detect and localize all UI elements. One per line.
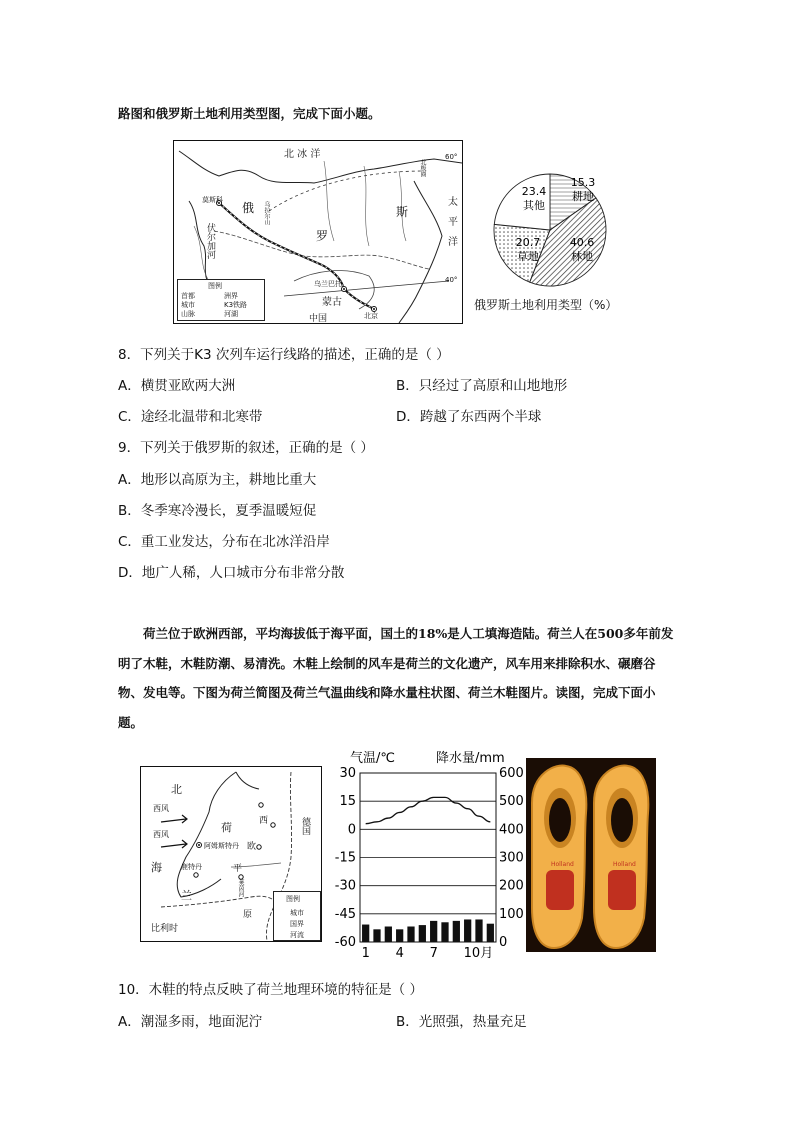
q8-stem: 8．下列关于K3 次列车运行线路的描述，正确的是（ ） <box>118 347 450 363</box>
wooden-shoes-image <box>526 758 656 952</box>
arctic-circle-label: 北极圈 <box>419 159 426 177</box>
precipitation-bar <box>362 925 369 942</box>
precipitation-bar <box>487 924 494 942</box>
pie-label-grassland: 草地 <box>517 250 539 263</box>
climate-left-tick: 30 <box>339 766 356 781</box>
q10-option-b[interactable]: B．光照强，热量充足 <box>396 1014 527 1030</box>
right-shoe-text: Holland <box>613 861 636 868</box>
climate-x-tick: 4 <box>395 946 404 961</box>
precipitation-bar <box>464 919 471 942</box>
legend-city: 城市 <box>181 301 195 309</box>
volga-label: 伏尔加河 <box>205 223 215 259</box>
mongolia-label: 蒙古 <box>322 297 342 308</box>
pie-svg <box>480 160 620 300</box>
climate-chart <box>330 745 530 963</box>
climate-right-tick: 400 <box>499 822 524 838</box>
q10-stem: 10．木鞋的特点反映了荷兰地理环境的特征是（ ） <box>118 982 423 998</box>
precipitation-bar <box>453 921 460 942</box>
climate-left-tick: -60 <box>334 935 356 950</box>
rotterdam-label: 鹿特丹 <box>181 863 202 871</box>
nl-map-legend <box>273 891 321 941</box>
lat-60-label: 60° <box>445 153 458 161</box>
climate-left-tick: 0 <box>347 822 356 838</box>
nl-north-label: 北 <box>171 783 182 796</box>
nl-lan-label: 兰 <box>181 889 192 902</box>
russia-label-2: 罗 <box>316 229 329 243</box>
right-shoe <box>594 765 648 948</box>
pie-value-forest: 40.6 <box>569 236 595 249</box>
russia-label-1: 俄 <box>242 201 255 215</box>
china-label: 中国 <box>309 314 328 324</box>
legend-k3-rail: K3铁路 <box>224 301 248 309</box>
nl-ou-label: 欧 <box>247 842 257 852</box>
q8-option-d[interactable]: D．跨越了东西两个半球 <box>396 409 542 425</box>
nl-legend-city: 城市 <box>290 909 304 917</box>
nl-xi-label: 西 <box>259 816 269 826</box>
precipitation-bar <box>407 927 414 942</box>
westerly-label-1: 西风 <box>153 804 169 813</box>
precipitation-bar <box>396 929 403 942</box>
intro-text: 路图和俄罗斯土地利用类型图，完成下面小题。 <box>118 106 381 121</box>
climate-left-tick: 15 <box>339 794 356 810</box>
nl-yuan-label: 原 <box>243 910 253 920</box>
left-shoe-text: Holland <box>551 861 574 868</box>
q8-option-b[interactable]: B．只经过了高原和山地地形 <box>396 378 568 394</box>
climate-left-tick: -15 <box>334 850 356 866</box>
russia-map <box>173 140 463 324</box>
russia-map-legend <box>177 279 265 321</box>
moscow-label: 莫斯科 <box>202 196 223 204</box>
nl-he-label: 荷 <box>221 821 232 834</box>
precipitation-bar <box>373 929 380 942</box>
pie-value-cropland: 15.3 <box>570 176 596 189</box>
legend-capital: 首都 <box>181 292 195 300</box>
q9-option-d[interactable]: D．地广人稀，人口城市分布非常分散 <box>118 565 345 581</box>
pacific-label-1: 太 <box>448 197 458 208</box>
nl-legend-river: 河流 <box>290 931 304 939</box>
pie-label-other: 其他 <box>523 199 545 212</box>
climate-x-tick: 10月 <box>463 946 494 961</box>
climate-right-tick: 300 <box>499 850 524 866</box>
legend-title: 图例 <box>208 282 222 290</box>
legend-continent-boundary: 洲界 <box>224 292 238 300</box>
rhine-label: 莱茵河 <box>237 879 244 897</box>
pie-caption: 俄罗斯土地利用类型（%） <box>474 298 618 312</box>
nl-legend-border: 国界 <box>290 920 304 928</box>
climate-left-tick: -30 <box>334 878 356 894</box>
nl-sea-label: 海 <box>151 861 162 874</box>
netherlands-map <box>140 766 322 942</box>
ulaanbaatar-label: 乌兰巴托 <box>314 280 342 288</box>
russia-label-3: 斯 <box>396 205 409 219</box>
precipitation-bar <box>419 925 426 942</box>
climate-right-tick: 600 <box>499 766 524 781</box>
pie-value-grassland: 20.7 <box>515 236 541 249</box>
pie-label-forest: 林地 <box>571 250 593 263</box>
land-use-pie <box>470 160 630 320</box>
legend-river: 河湖 <box>224 310 238 318</box>
arctic-ocean-label: 北 冰 洋 <box>284 149 321 160</box>
belgium-label: 比利时 <box>151 924 179 934</box>
left-shoe <box>532 765 586 948</box>
germany-label: 德国 <box>300 817 310 835</box>
ural-label: 乌拉尔山 <box>263 201 270 225</box>
precipitation-bar <box>475 919 482 942</box>
lat-40-label: 40° <box>445 276 458 284</box>
pie-label-cropland: 耕地 <box>572 190 594 203</box>
q8-option-a[interactable]: A．横贯亚欧两大洲 <box>118 378 236 394</box>
nl-ping-label: 平 <box>233 864 243 874</box>
climate-x-tick: 7 <box>429 946 438 961</box>
precipitation-bar <box>441 922 448 942</box>
climate-svg <box>330 745 530 963</box>
q9-option-b[interactable]: B．冬季寒冷漫长，夏季温暖短促 <box>118 503 317 519</box>
climate-right-tick: 100 <box>499 906 524 922</box>
precipitation-bar <box>385 927 392 942</box>
amsterdam-label: 阿姆斯特丹 <box>204 842 239 850</box>
precipitation-bar <box>430 921 437 942</box>
climate-x-tick: 1 <box>361 946 370 961</box>
q9-option-c[interactable]: C．重工业发达，分布在北冰洋沿岸 <box>118 534 330 550</box>
climate-ylabel-right: 降水量/mm <box>436 751 505 766</box>
nl-legend-title: 图例 <box>286 895 300 903</box>
westerly-label-2: 西风 <box>153 830 169 839</box>
netherlands-passage: 荷兰位于欧洲西部，平均海拔低于海平面，国土的18%是人工填海造陆。荷兰人在500多年前发明了木鞋，木鞋防潮、易清洗。木鞋上绘制的风车是荷兰的文化遗产，风车用来排除积水、碾磨谷物、发电等。下图为荷兰简图及荷兰气温曲线和降水量柱状图、荷兰木鞋图片。读图，完成下面小题。 <box>118 626 674 730</box>
beijing-label: 北京 <box>364 312 378 320</box>
q10-option-a[interactable]: A．潮湿多雨，地面泥泞 <box>118 1014 263 1030</box>
q9-option-a[interactable]: A．地形以高原为主，耕地比重大 <box>118 472 317 488</box>
climate-left-tick: -45 <box>334 906 356 922</box>
q9-stem: 9．下列关于俄罗斯的叙述，正确的是（ ） <box>118 440 374 456</box>
pacific-label-3: 洋 <box>448 237 458 248</box>
climate-right-tick: 500 <box>499 794 524 810</box>
climate-right-tick: 0 <box>499 935 508 950</box>
legend-mountain: 山脉 <box>181 310 195 318</box>
wooden-shoes-photo <box>526 758 656 952</box>
q8-option-c[interactable]: C．途经北温带和北寒带 <box>118 409 263 425</box>
pacific-label-2: 平 <box>448 217 458 228</box>
climate-ylabel-left: 气温/℃ <box>350 751 395 766</box>
pie-value-other: 23.4 <box>521 185 547 198</box>
climate-right-tick: 200 <box>499 878 524 894</box>
